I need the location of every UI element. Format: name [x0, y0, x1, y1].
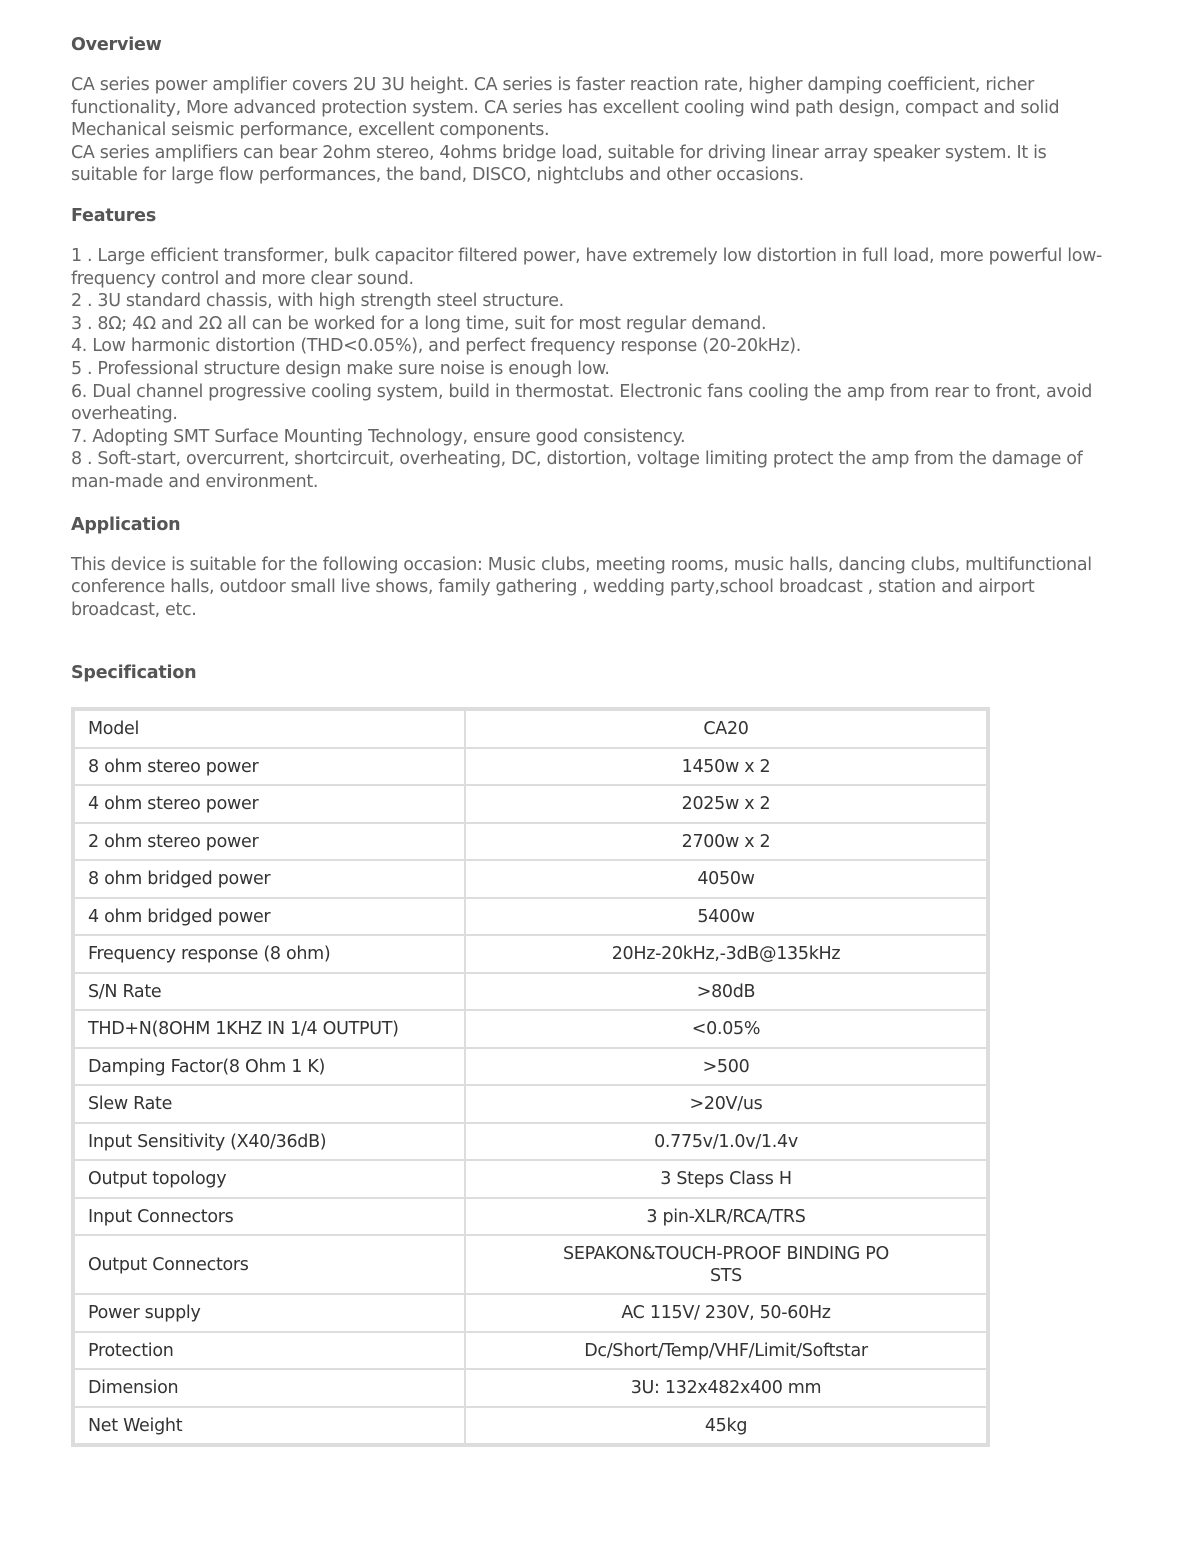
table-row — [74, 898, 987, 936]
spec-value: CA20 — [465, 710, 987, 748]
table-row — [74, 973, 987, 1011]
spec-value-line: STS — [709, 1265, 742, 1286]
application-text — [71, 554, 1131, 622]
spec-value: Dc/Short/Temp/VHF/Limit/Softstar — [465, 1332, 987, 1370]
overview-line: suitable for large flow performances, the band, DISCO, nightclubs and other occasions. — [71, 165, 804, 186]
specification-table — [71, 707, 990, 1447]
table-row — [74, 935, 987, 973]
overview-line: functionality, More advanced protection system. CA series has excellent cooling wind path design, compact and solid — [71, 97, 1060, 118]
spec-key: Protection — [74, 1332, 465, 1370]
overview-text — [71, 74, 1131, 187]
features-heading: Features — [71, 205, 157, 226]
spec-value: >500 — [465, 1048, 987, 1086]
spec-key: Power supply — [74, 1294, 465, 1332]
spec-key: Slew Rate — [74, 1085, 465, 1123]
application-line: conference halls, outdoor small live shows, family gathering , wedding party,school broadcast , station and airport — [71, 577, 1035, 598]
table-row — [74, 1123, 987, 1161]
specification-heading: Specification — [71, 663, 197, 684]
feature-line: 1 . Large efficient transformer, bulk capacitor filtered power, have extremely low distortion in full load, more powerful low- — [71, 245, 1103, 266]
table-row — [74, 860, 987, 898]
spec-value: <0.05% — [465, 1010, 987, 1048]
spec-value: 4050w — [465, 860, 987, 898]
feature-line: overheating. — [71, 404, 178, 425]
application-heading: Application — [71, 514, 181, 535]
application-line: broadcast, etc. — [71, 599, 197, 620]
table-row — [74, 748, 987, 786]
feature-line: 7. Adopting SMT Surface Mounting Technology, ensure good consistency. — [71, 426, 686, 447]
table-row — [74, 823, 987, 861]
table-row — [74, 1332, 987, 1370]
table-row — [74, 1160, 987, 1198]
spec-key: 8 ohm stereo power — [74, 748, 465, 786]
product-description — [71, 30, 1131, 1447]
table-row — [74, 1294, 987, 1332]
table-row — [74, 1407, 987, 1445]
feature-line: frequency control and more clear sound. — [71, 268, 414, 289]
spec-value: 2700w x 2 — [465, 823, 987, 861]
spec-value: AC 115V/ 230V, 50-60Hz — [465, 1294, 987, 1332]
feature-line: 2 . 3U standard chassis, with high strength steel structure. — [71, 291, 564, 312]
spec-key: 4 ohm bridged power — [74, 898, 465, 936]
spec-value: 3 Steps Class H — [465, 1160, 987, 1198]
table-row — [74, 785, 987, 823]
spec-key: S/N Rate — [74, 973, 465, 1011]
spec-key: Model — [74, 710, 465, 748]
spec-value: 45kg — [465, 1407, 987, 1445]
overview-heading: Overview — [71, 35, 162, 55]
table-row — [74, 710, 987, 748]
spec-key: Output topology — [74, 1160, 465, 1198]
table-row — [74, 1048, 987, 1086]
spec-key: Output Connectors — [74, 1235, 465, 1294]
spec-key: THD+N(8OHM 1KHZ IN 1/4 OUTPUT) — [74, 1010, 465, 1048]
spec-value: 20Hz-20kHz,-3dB@135kHz — [465, 935, 987, 973]
feature-line: 5 . Professional structure design make sure noise is enough low. — [71, 358, 610, 379]
features-list — [71, 245, 1131, 494]
feature-line: man-made and environment. — [71, 471, 319, 492]
spec-key: Damping Factor(8 Ohm 1 K) — [74, 1048, 465, 1086]
spec-key: Input Sensitivity (X40/36dB) — [74, 1123, 465, 1161]
spec-value — [465, 1235, 987, 1294]
spec-key: Frequency response (8 ohm) — [74, 935, 465, 973]
table-row — [74, 1085, 987, 1123]
application-line: This device is suitable for the following occasion: Music clubs, meeting rooms, music halls, dancing clubs, multifunctional — [71, 554, 1092, 575]
spec-value: 3 pin-XLR/RCA/TRS — [465, 1198, 987, 1236]
spec-key: 8 ohm bridged power — [74, 860, 465, 898]
spec-value: >80dB — [465, 973, 987, 1011]
spec-value: >20V/us — [465, 1085, 987, 1123]
overview-line: Mechanical seismic performance, excellent components. — [71, 120, 550, 141]
spec-value: 2025w x 2 — [465, 785, 987, 823]
spec-key: Dimension — [74, 1369, 465, 1407]
feature-line: 6. Dual channel progressive cooling system, build in thermostat. Electronic fans cooling the amp from rear to front, avoid — [71, 381, 1092, 402]
spec-value: 1450w x 2 — [465, 748, 987, 786]
feature-line: 3 . 8Ω; 4Ω and 2Ω all can be worked for a long time, suit for most regular demand. — [71, 313, 767, 334]
table-row — [74, 1198, 987, 1236]
table-row — [74, 1235, 987, 1294]
overview-line: CA series amplifiers can bear 2ohm stereo, 4ohms bridge load, suitable for driving linear array speaker system. It is — [71, 142, 1047, 163]
spec-key: Input Connectors — [74, 1198, 465, 1236]
spec-value-line: SEPAKON&TOUCH-PROOF BINDING PO — [563, 1243, 889, 1264]
spec-value: 3U: 132x482x400 mm — [465, 1369, 987, 1407]
table-row — [74, 1369, 987, 1407]
spec-key: 4 ohm stereo power — [74, 785, 465, 823]
overview-line: CA series power amplifier covers 2U 3U height. CA series is faster reaction rate, higher damping coefficient, richer — [71, 75, 1034, 95]
spec-value: 5400w — [465, 898, 987, 936]
table-row — [74, 1010, 987, 1048]
spec-key: Net Weight — [74, 1407, 465, 1445]
spec-key: 2 ohm stereo power — [74, 823, 465, 861]
spec-value: 0.775v/1.0v/1.4v — [465, 1123, 987, 1161]
feature-line: 4. Low harmonic distortion (THD<0.05%), and perfect frequency response (20-20kHz). — [71, 336, 801, 357]
feature-line: 8 . Soft-start, overcurrent, shortcircuit, overheating, DC, distortion, voltage limiting protect the amp from the damage of — [71, 449, 1083, 470]
